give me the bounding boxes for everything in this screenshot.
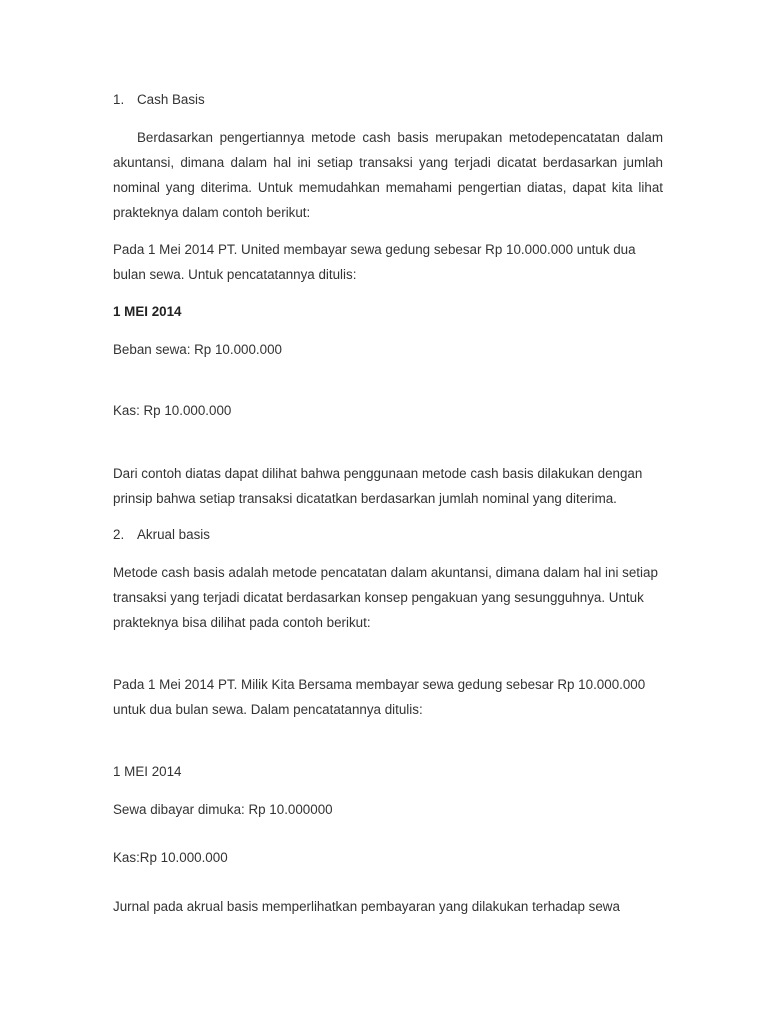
paragraph-line: transaksi yang terjadi dicatat berdasarkan konsep pengakuan yang sesungguhnya. Untuk [113, 590, 644, 605]
paragraph-line: Dari contoh diatas dapat dilihat bahwa penggunaan metode cash basis dilakukan dengan [113, 466, 643, 481]
journal-date: 1 MEI 2014 [113, 764, 182, 779]
paragraph-line: bulan sewa. Untuk pencatatannya ditulis: [113, 267, 357, 282]
section-heading-accrual-basis [113, 526, 663, 544]
section-title: Cash Basis [137, 92, 205, 107]
paragraph-line: prakteknya dalam contoh berikut: [113, 205, 311, 220]
section-number: 1. [113, 92, 125, 107]
paragraph-line: Pada 1 Mei 2014 PT. United membayar sewa gedung sebesar Rp 10.000.000 untuk dua [113, 242, 636, 257]
journal-entry-credit: Kas:Rp 10.000.000 [113, 850, 228, 865]
paragraph-line: untuk dua bulan sewa. Dalam pencatatannya ditulis: [113, 702, 423, 717]
section-title: Akrual basis [137, 527, 210, 542]
paragraph-line: Pada 1 Mei 2014 PT. Milik Kita Bersama membayar sewa gedung sebesar Rp 10.000.000 [113, 677, 646, 692]
paragraph-line: Metode cash basis adalah metode pencatatan dalam akuntansi, dimana dalam hal ini setiap [113, 565, 658, 580]
journal-entry-debit: Beban sewa: Rp 10.000.000 [113, 342, 282, 357]
paragraph-line: akuntansi, dimana dalam hal ini setiap transaksi yang terjadi dicatat berdasarkan jumlah [113, 155, 663, 170]
journal-entry-debit: Sewa dibayar dimuka: Rp 10.000000 [113, 802, 333, 817]
paragraph-line: Berdasarkan pengertiannya metode cash basis merupakan metodepencatatan dalam [137, 130, 663, 145]
journal-date: 1 MEI 2014 [113, 304, 182, 319]
section-number: 2. [113, 527, 125, 542]
paragraph-line: nominal yang diterima. Untuk memudahkan memahami pengertian diatas, dapat kita lihat [113, 180, 663, 195]
section-heading-cash-basis [113, 91, 663, 109]
paragraph-line: Jurnal pada akrual basis memperlihatkan pembayaran yang dilakukan terhadap sewa [113, 899, 620, 914]
paragraph-line: prakteknya bisa dilihat pada contoh berikut: [113, 615, 371, 630]
journal-entry-credit: Kas: Rp 10.000.000 [113, 403, 232, 418]
paragraph-line: prinsip bahwa setiap transaksi dicatatkan berdasarkan jumlah nominal yang diterima. [113, 491, 617, 506]
